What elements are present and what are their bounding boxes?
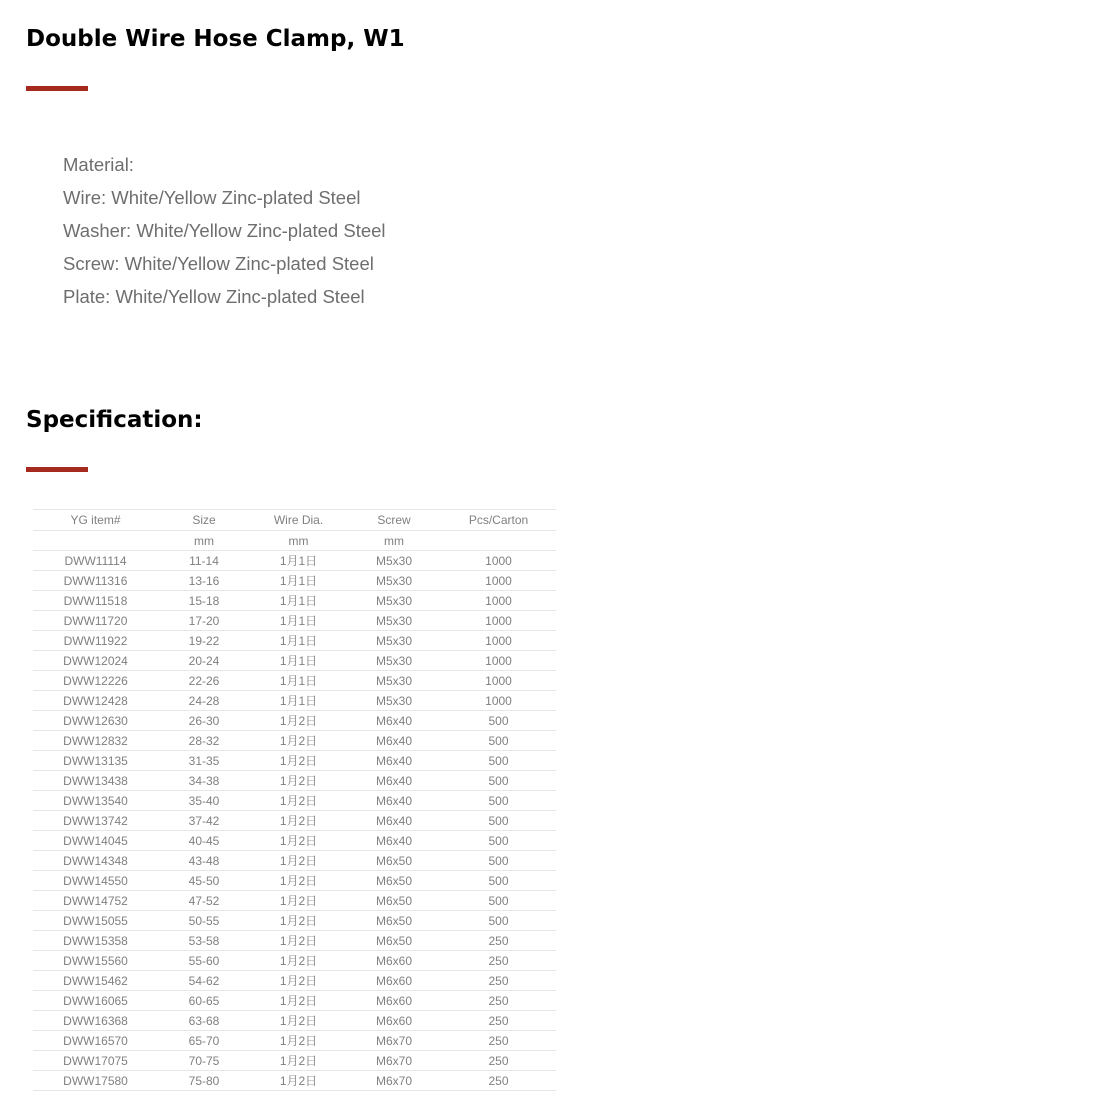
cell-size: 54-62 bbox=[158, 971, 250, 991]
cell-screw: M5x30 bbox=[347, 611, 441, 631]
cell-size: 28-32 bbox=[158, 731, 250, 751]
table-row bbox=[33, 951, 556, 971]
cell-item: DWW11114 bbox=[33, 551, 158, 571]
cell-pcs-carton: 1000 bbox=[441, 551, 556, 571]
unit-cell: mm bbox=[158, 531, 250, 551]
cell-screw: M5x30 bbox=[347, 591, 441, 611]
cell-screw: M6x40 bbox=[347, 831, 441, 851]
cell-wire-dia: 1月2日 bbox=[250, 751, 347, 771]
cell-wire-dia: 1月2日 bbox=[250, 711, 347, 731]
column-header-wire-dia: Wire Dia. bbox=[250, 510, 347, 531]
cell-size: 40-45 bbox=[158, 831, 250, 851]
cell-pcs-carton: 250 bbox=[441, 1031, 556, 1051]
cell-size: 65-70 bbox=[158, 1031, 250, 1051]
cell-wire-dia: 1月1日 bbox=[250, 571, 347, 591]
cell-pcs-carton: 1000 bbox=[441, 691, 556, 711]
material-plate: Plate: White/Yellow Zinc-plated Steel bbox=[63, 286, 365, 307]
cell-pcs-carton: 250 bbox=[441, 931, 556, 951]
cell-wire-dia: 1月2日 bbox=[250, 931, 347, 951]
cell-size: 31-35 bbox=[158, 751, 250, 771]
cell-wire-dia: 1月2日 bbox=[250, 1051, 347, 1071]
cell-pcs-carton: 1000 bbox=[441, 651, 556, 671]
cell-size: 17-20 bbox=[158, 611, 250, 631]
cell-pcs-carton: 500 bbox=[441, 891, 556, 911]
table-row bbox=[33, 611, 556, 631]
cell-pcs-carton: 500 bbox=[441, 751, 556, 771]
cell-pcs-carton: 1000 bbox=[441, 611, 556, 631]
table-row bbox=[33, 1011, 556, 1031]
cell-pcs-carton: 250 bbox=[441, 1011, 556, 1031]
cell-size: 22-26 bbox=[158, 671, 250, 691]
cell-screw: M6x40 bbox=[347, 771, 441, 791]
material-screw: Screw: White/Yellow Zinc-plated Steel bbox=[63, 253, 374, 274]
cell-size: 20-24 bbox=[158, 651, 250, 671]
cell-item: DWW12428 bbox=[33, 691, 158, 711]
table-row bbox=[33, 751, 556, 771]
table-row bbox=[33, 851, 556, 871]
cell-wire-dia: 1月2日 bbox=[250, 971, 347, 991]
cell-screw: M6x70 bbox=[347, 1051, 441, 1071]
unit-cell bbox=[33, 531, 158, 551]
cell-screw: M5x30 bbox=[347, 651, 441, 671]
table-row bbox=[33, 551, 556, 571]
cell-wire-dia: 1月2日 bbox=[250, 771, 347, 791]
cell-screw: M5x30 bbox=[347, 571, 441, 591]
cell-screw: M6x50 bbox=[347, 911, 441, 931]
cell-size: 34-38 bbox=[158, 771, 250, 791]
cell-wire-dia: 1月2日 bbox=[250, 1031, 347, 1051]
cell-screw: M6x50 bbox=[347, 891, 441, 911]
column-header-pcs-carton: Pcs/Carton bbox=[441, 510, 556, 531]
specification-heading: Specification: bbox=[26, 407, 203, 433]
cell-pcs-carton: 500 bbox=[441, 911, 556, 931]
cell-item: DWW14045 bbox=[33, 831, 158, 851]
cell-pcs-carton: 250 bbox=[441, 991, 556, 1011]
cell-screw: M6x50 bbox=[347, 851, 441, 871]
table-row bbox=[33, 1031, 556, 1051]
cell-item: DWW13540 bbox=[33, 791, 158, 811]
cell-screw: M6x40 bbox=[347, 711, 441, 731]
column-header-screw: Screw bbox=[347, 510, 441, 531]
title-accent-bar bbox=[26, 86, 88, 91]
cell-pcs-carton: 500 bbox=[441, 851, 556, 871]
table-row bbox=[33, 571, 556, 591]
cell-size: 15-18 bbox=[158, 591, 250, 611]
cell-wire-dia: 1月2日 bbox=[250, 871, 347, 891]
cell-item: DWW13742 bbox=[33, 811, 158, 831]
cell-size: 47-52 bbox=[158, 891, 250, 911]
table-row bbox=[33, 871, 556, 891]
cell-pcs-carton: 1000 bbox=[441, 631, 556, 651]
cell-item: DWW16368 bbox=[33, 1011, 158, 1031]
cell-screw: M6x40 bbox=[347, 731, 441, 751]
cell-pcs-carton: 250 bbox=[441, 1051, 556, 1071]
specification-table bbox=[33, 509, 556, 1091]
cell-item: DWW15560 bbox=[33, 951, 158, 971]
unit-cell bbox=[441, 531, 556, 551]
cell-wire-dia: 1月2日 bbox=[250, 891, 347, 911]
cell-size: 13-16 bbox=[158, 571, 250, 591]
cell-item: DWW11720 bbox=[33, 611, 158, 631]
cell-size: 11-14 bbox=[158, 551, 250, 571]
table-row bbox=[33, 1051, 556, 1071]
cell-screw: M6x40 bbox=[347, 791, 441, 811]
cell-size: 55-60 bbox=[158, 951, 250, 971]
cell-screw: M5x30 bbox=[347, 691, 441, 711]
cell-wire-dia: 1月1日 bbox=[250, 691, 347, 711]
cell-screw: M5x30 bbox=[347, 671, 441, 691]
cell-wire-dia: 1月2日 bbox=[250, 991, 347, 1011]
cell-pcs-carton: 1000 bbox=[441, 591, 556, 611]
unit-cell: mm bbox=[347, 531, 441, 551]
cell-screw: M6x70 bbox=[347, 1031, 441, 1051]
cell-pcs-carton: 500 bbox=[441, 831, 556, 851]
table-row bbox=[33, 911, 556, 931]
cell-item: DWW11316 bbox=[33, 571, 158, 591]
cell-screw: M6x60 bbox=[347, 991, 441, 1011]
cell-item: DWW12226 bbox=[33, 671, 158, 691]
material-description bbox=[63, 150, 386, 315]
cell-item: DWW16065 bbox=[33, 991, 158, 1011]
cell-item: DWW15462 bbox=[33, 971, 158, 991]
cell-item: DWW12630 bbox=[33, 711, 158, 731]
cell-wire-dia: 1月1日 bbox=[250, 551, 347, 571]
table-header-row bbox=[33, 510, 556, 531]
cell-screw: M6x60 bbox=[347, 971, 441, 991]
spec-accent-bar bbox=[26, 467, 88, 472]
cell-wire-dia: 1月2日 bbox=[250, 851, 347, 871]
cell-item: DWW17580 bbox=[33, 1071, 158, 1091]
table-row bbox=[33, 591, 556, 611]
table-row bbox=[33, 711, 556, 731]
cell-size: 53-58 bbox=[158, 931, 250, 951]
cell-screw: M6x40 bbox=[347, 751, 441, 771]
material-washer: Washer: White/Yellow Zinc-plated Steel bbox=[63, 220, 386, 241]
table-row bbox=[33, 771, 556, 791]
table-row bbox=[33, 891, 556, 911]
cell-pcs-carton: 500 bbox=[441, 711, 556, 731]
cell-pcs-carton: 250 bbox=[441, 971, 556, 991]
cell-wire-dia: 1月2日 bbox=[250, 831, 347, 851]
cell-wire-dia: 1月2日 bbox=[250, 1071, 347, 1091]
table-row bbox=[33, 731, 556, 751]
cell-pcs-carton: 250 bbox=[441, 951, 556, 971]
cell-wire-dia: 1月1日 bbox=[250, 651, 347, 671]
cell-size: 60-65 bbox=[158, 991, 250, 1011]
cell-wire-dia: 1月2日 bbox=[250, 951, 347, 971]
cell-item: DWW13135 bbox=[33, 751, 158, 771]
cell-screw: M5x30 bbox=[347, 631, 441, 651]
cell-wire-dia: 1月2日 bbox=[250, 1011, 347, 1031]
cell-wire-dia: 1月2日 bbox=[250, 791, 347, 811]
cell-pcs-carton: 1000 bbox=[441, 671, 556, 691]
cell-pcs-carton: 1000 bbox=[441, 571, 556, 591]
cell-item: DWW15358 bbox=[33, 931, 158, 951]
cell-size: 50-55 bbox=[158, 911, 250, 931]
unit-cell: mm bbox=[250, 531, 347, 551]
cell-item: DWW16570 bbox=[33, 1031, 158, 1051]
cell-size: 45-50 bbox=[158, 871, 250, 891]
material-wire: Wire: White/Yellow Zinc-plated Steel bbox=[63, 187, 361, 208]
cell-pcs-carton: 500 bbox=[441, 771, 556, 791]
cell-size: 70-75 bbox=[158, 1051, 250, 1071]
table-row bbox=[33, 811, 556, 831]
cell-item: DWW14550 bbox=[33, 871, 158, 891]
cell-item: DWW11922 bbox=[33, 631, 158, 651]
cell-pcs-carton: 500 bbox=[441, 791, 556, 811]
table-row bbox=[33, 631, 556, 651]
cell-pcs-carton: 500 bbox=[441, 871, 556, 891]
cell-pcs-carton: 500 bbox=[441, 731, 556, 751]
table-row bbox=[33, 971, 556, 991]
cell-screw: M5x30 bbox=[347, 551, 441, 571]
cell-screw: M6x60 bbox=[347, 951, 441, 971]
cell-screw: M6x70 bbox=[347, 1071, 441, 1091]
table-row bbox=[33, 651, 556, 671]
cell-item: DWW12832 bbox=[33, 731, 158, 751]
cell-screw: M6x60 bbox=[347, 1011, 441, 1031]
cell-screw: M6x40 bbox=[347, 811, 441, 831]
cell-size: 19-22 bbox=[158, 631, 250, 651]
cell-size: 63-68 bbox=[158, 1011, 250, 1031]
cell-size: 75-80 bbox=[158, 1071, 250, 1091]
cell-size: 24-28 bbox=[158, 691, 250, 711]
cell-item: DWW12024 bbox=[33, 651, 158, 671]
cell-size: 37-42 bbox=[158, 811, 250, 831]
cell-item: DWW14752 bbox=[33, 891, 158, 911]
cell-screw: M6x50 bbox=[347, 871, 441, 891]
cell-wire-dia: 1月1日 bbox=[250, 671, 347, 691]
table-row bbox=[33, 671, 556, 691]
cell-size: 35-40 bbox=[158, 791, 250, 811]
cell-item: DWW14348 bbox=[33, 851, 158, 871]
cell-screw: M6x50 bbox=[347, 931, 441, 951]
material-heading: Material: bbox=[63, 154, 134, 175]
cell-item: DWW11518 bbox=[33, 591, 158, 611]
cell-wire-dia: 1月2日 bbox=[250, 811, 347, 831]
cell-item: DWW13438 bbox=[33, 771, 158, 791]
table-row bbox=[33, 791, 556, 811]
cell-wire-dia: 1月1日 bbox=[250, 631, 347, 651]
column-header-size: Size bbox=[158, 510, 250, 531]
cell-wire-dia: 1月1日 bbox=[250, 611, 347, 631]
table-row bbox=[33, 931, 556, 951]
cell-pcs-carton: 500 bbox=[441, 811, 556, 831]
table-row bbox=[33, 991, 556, 1011]
table-row bbox=[33, 831, 556, 851]
table-body bbox=[33, 551, 556, 1091]
table-row bbox=[33, 1071, 556, 1091]
cell-wire-dia: 1月2日 bbox=[250, 911, 347, 931]
cell-size: 26-30 bbox=[158, 711, 250, 731]
cell-pcs-carton: 250 bbox=[441, 1071, 556, 1091]
cell-wire-dia: 1月1日 bbox=[250, 591, 347, 611]
cell-item: DWW17075 bbox=[33, 1051, 158, 1071]
product-title: Double Wire Hose Clamp, W1 bbox=[26, 26, 405, 52]
cell-item: DWW15055 bbox=[33, 911, 158, 931]
table-row bbox=[33, 691, 556, 711]
cell-size: 43-48 bbox=[158, 851, 250, 871]
table-units-row bbox=[33, 531, 556, 551]
cell-wire-dia: 1月2日 bbox=[250, 731, 347, 751]
column-header-item: YG item# bbox=[33, 510, 158, 531]
